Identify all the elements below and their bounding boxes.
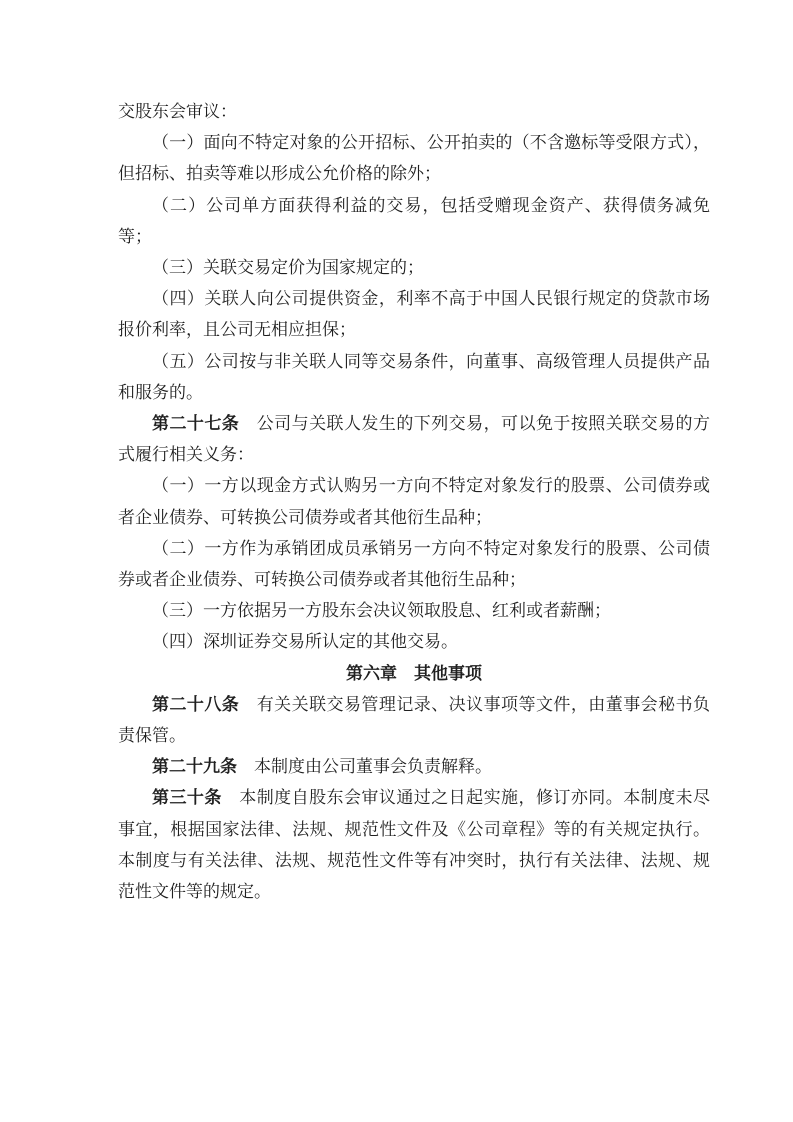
article-number: 第二十八条: [152, 694, 240, 714]
text-run: 有关关联交易管理记录、决议事项等文件，由董事会秘书负责保管。: [118, 694, 711, 746]
paragraph: [118, 252, 710, 283]
text-run: （四）深圳证券交易所认定的其他交易。: [152, 632, 458, 652]
text-run: （四）关联人向公司提供资金，利率不高于中国人民银行规定的贷款市场报价利率，且公司无相应担保；: [118, 289, 710, 340]
chapter-heading-text: 第六章 其他事项: [346, 663, 482, 683]
paragraph: [118, 346, 710, 408]
text-run: （五）公司按与非关联人同等交易条件，向董事、高级管理人员提供产品和服务的。: [118, 351, 710, 402]
paragraph: [118, 595, 710, 626]
text-run: （二）公司单方面获得利益的交易，包括受赠现金资产、获得债务减免等；: [118, 195, 710, 246]
text-run: （二）一方作为承销团成员承销另一方向不特定对象发行的股票、公司债券或者企业债券、可转换公司债券或者其他衍生品种；: [118, 538, 710, 590]
text-run: 交股东会审议：: [118, 102, 237, 121]
text-run: （一）面向不特定对象的公开招标、公开拍卖的（不含邀标等受限方式），但招标、拍卖等难以形成公允价格的除外；: [118, 133, 710, 184]
paragraph: [118, 190, 710, 252]
text-run: （三）一方依据另一方股东会决议领取股息、红利或者薪酬；: [152, 601, 611, 621]
paragraph: [118, 782, 710, 907]
paragraph: [118, 470, 710, 532]
text-run: （三）关联交易定价为国家规定的；: [152, 258, 424, 278]
article-number: 第二十七条: [152, 414, 240, 434]
paragraph: [118, 533, 710, 595]
paragraph: [118, 626, 710, 657]
paragraph: [118, 751, 710, 782]
text-run: 本制度由公司董事会负责解释。: [237, 757, 492, 777]
text-run: 本制度自股东会审议通过之日起实施，修订亦同。本制度未尽事宜，根据国家法律、法规、规范性文件及《公司章程》等的有关规定执行。本制度与有关法律、法规、规范性文件等有冲突时，执行有关法律、法规、规范性文件等的规定。: [118, 788, 711, 902]
paragraph: [118, 96, 710, 127]
article-number: 第三十条: [152, 788, 222, 808]
paragraph: [118, 689, 710, 751]
text-run: （一）一方以现金方式认购另一方向不特定对象发行的股票、公司债券或者企业债券、可转换公司债券或者其他衍生品种；: [118, 476, 710, 527]
paragraph: [118, 127, 710, 189]
document-body: [118, 96, 710, 907]
paragraph: [118, 283, 710, 345]
text-run: 公司与关联人发生的下列交易，可以免于按照关联交易的方式履行相关义务：: [118, 414, 711, 465]
article-number: 第二十九条: [152, 757, 237, 777]
paragraph: [118, 408, 710, 470]
chapter-heading: [118, 658, 710, 689]
